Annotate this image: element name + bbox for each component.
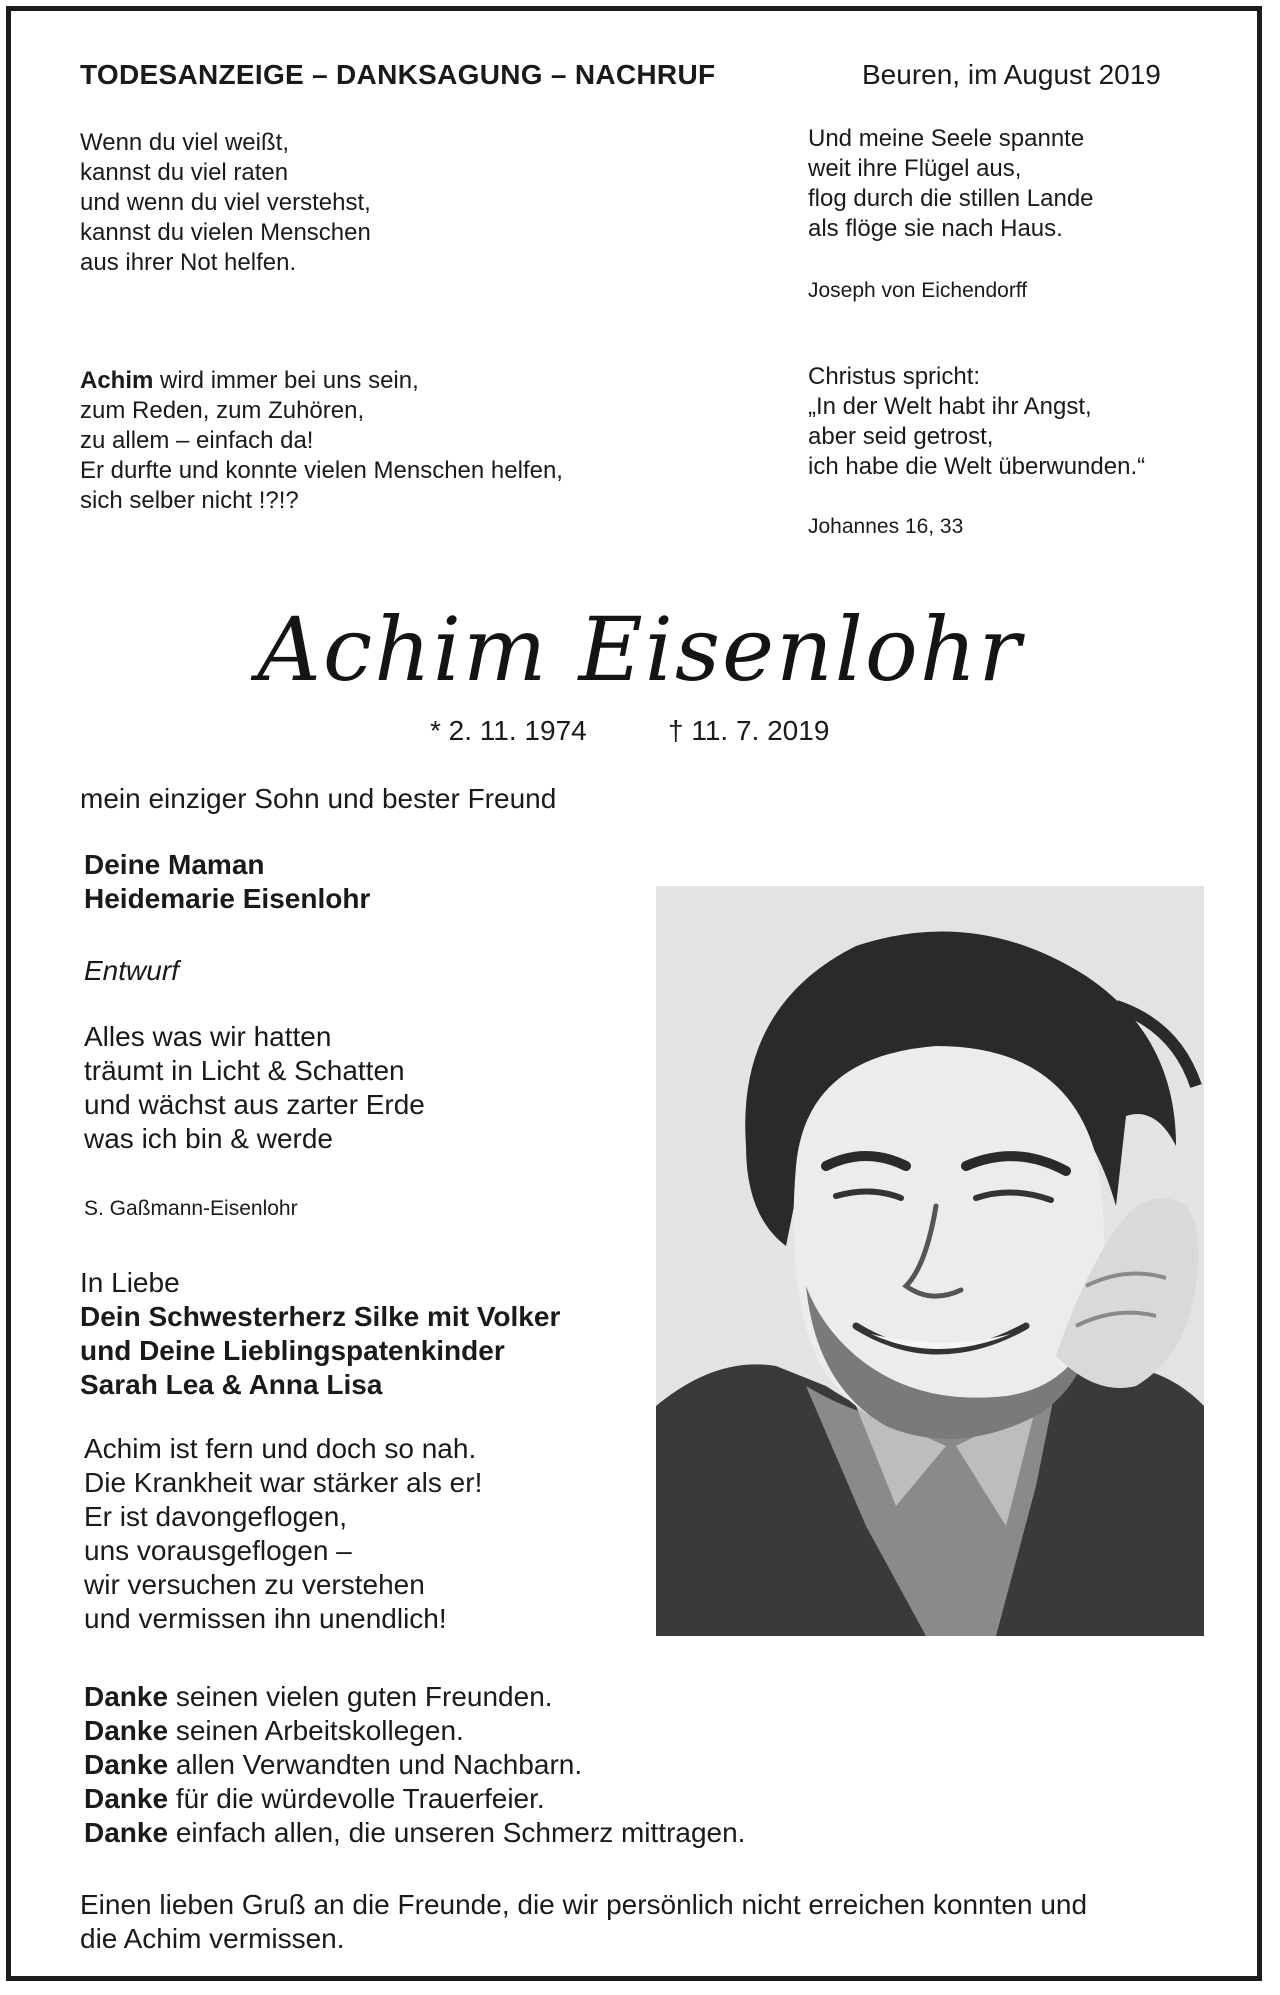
tribute-line (80, 366, 563, 396)
bible-quote (808, 362, 1145, 482)
thanks-text: für die würdevolle Trauerfeier. (168, 1783, 545, 1814)
thanks-text: seinen vielen guten Freunden. (168, 1681, 553, 1712)
thanks-item (84, 1714, 745, 1748)
verse-line: flog durch die stillen Lande (808, 185, 1094, 212)
verse-line: kannst du viel raten (80, 159, 289, 186)
closing-line: Einen lieben Gruß an die Freunde, die wir persönlich nicht erreichen konnten und (80, 1889, 1088, 1920)
farewell-line: Er ist davongeflogen, (84, 1501, 348, 1532)
poem-line: und wächst aus zarter Erde (84, 1089, 425, 1120)
thanks-item (84, 1748, 745, 1782)
thanks-list (84, 1680, 745, 1850)
tribute-line: zum Reden, zum Zuhören, (80, 397, 365, 424)
thanks-word: Danke (84, 1749, 169, 1780)
thanks-text: allen Verwandten und Nachbarn. (168, 1749, 583, 1780)
quote-line: ich habe die Welt überwunden.“ (808, 453, 1146, 480)
portrait-photo (656, 886, 1204, 1636)
draft-label: Entwurf (84, 955, 179, 986)
farewell-line: Achim ist fern und doch so nah. (84, 1433, 477, 1464)
relation-text: mein einziger Sohn und bester Freund (80, 783, 557, 814)
verse-right (808, 124, 1094, 244)
thanks-item (84, 1782, 745, 1816)
verse-line: als flöge sie nach Haus. (808, 215, 1063, 242)
thanks-word: Danke (84, 1783, 169, 1814)
tribute-name: Achim (80, 367, 154, 394)
verse-left (80, 128, 371, 278)
thanks-word: Danke (84, 1715, 169, 1746)
farewell-line: wir versuchen zu verstehen (84, 1569, 425, 1600)
verse-line: weit ihre Flügel aus, (808, 155, 1022, 182)
quote-line: „In der Welt habt ihr Angst, (808, 393, 1092, 420)
poem-line: Alles was wir hatten (84, 1021, 332, 1052)
quote-line: aber seid getrost, (808, 423, 994, 450)
tribute-line: Er durfte und konnte vielen Menschen helfen, (80, 457, 563, 484)
verse-line: Und meine Seele spannte (808, 125, 1085, 152)
signature-line: Deine Maman (84, 849, 265, 880)
tribute-text: wird immer bei uns sein, (153, 367, 419, 394)
verse-line: aus ihrer Not helfen. (80, 249, 297, 276)
portrait-photo-drawing (656, 886, 1204, 1636)
farewell-line: Die Krankheit war stärker als er! (84, 1467, 483, 1498)
family-signature (80, 1300, 560, 1402)
signature-line: Dein Schwesterherz Silke mit Volker (80, 1301, 561, 1332)
family-intro: In Liebe (80, 1267, 180, 1298)
thanks-text: einfach allen, die unseren Schmerz mittragen. (168, 1817, 746, 1848)
signature-line: Heidemarie Eisenlohr (84, 883, 371, 914)
bible-reference: Johannes 16, 33 (808, 515, 964, 538)
signature-line: und Deine Lieblingspatenkinder (80, 1335, 505, 1366)
signature-line: Sarah Lea & Anna Lisa (80, 1369, 383, 1400)
tribute-line: sich selber nicht !?!? (80, 487, 299, 514)
verse-author: Joseph von Eichendorff (808, 279, 1028, 302)
poem-line: was ich bin & werde (84, 1123, 334, 1154)
quote-line: Christus spricht: (808, 363, 981, 390)
thanks-word: Danke (84, 1681, 169, 1712)
verse-line: kannst du vielen Menschen (80, 219, 371, 246)
farewell-text (84, 1432, 482, 1636)
deceased-name: Achim Eisenlohr (257, 598, 1023, 701)
closing-text (80, 1888, 1087, 1956)
closing-line: die Achim vermissen. (80, 1923, 345, 1954)
thanks-word: Danke (84, 1817, 169, 1848)
thanks-item (84, 1816, 745, 1850)
place-date: Beuren, im August 2019 (862, 59, 1161, 90)
farewell-line: und vermissen ihn unendlich! (84, 1603, 447, 1634)
death-date: † 11. 7. 2019 (668, 715, 830, 746)
verse-line: und wenn du viel verstehst, (80, 189, 371, 216)
mother-signature (84, 848, 370, 916)
poem-author: S. Gaßmann-Eisenlohr (84, 1197, 298, 1220)
poem-line: träumt in Licht & Schatten (84, 1055, 405, 1086)
tribute-line: zu allem – einfach da! (80, 427, 314, 454)
achim-tribute (80, 366, 563, 516)
birth-date: * 2. 11. 1974 (430, 715, 587, 746)
thanks-text: seinen Arbeitskollegen. (168, 1715, 464, 1746)
farewell-line: uns vorausgeflogen – (84, 1535, 352, 1566)
poem (84, 1020, 425, 1156)
notice-type-heading: TODESANZEIGE – DANKSAGUNG – NACHRUF (80, 59, 716, 90)
verse-line: Wenn du viel weißt, (80, 129, 289, 156)
thanks-item (84, 1680, 745, 1714)
